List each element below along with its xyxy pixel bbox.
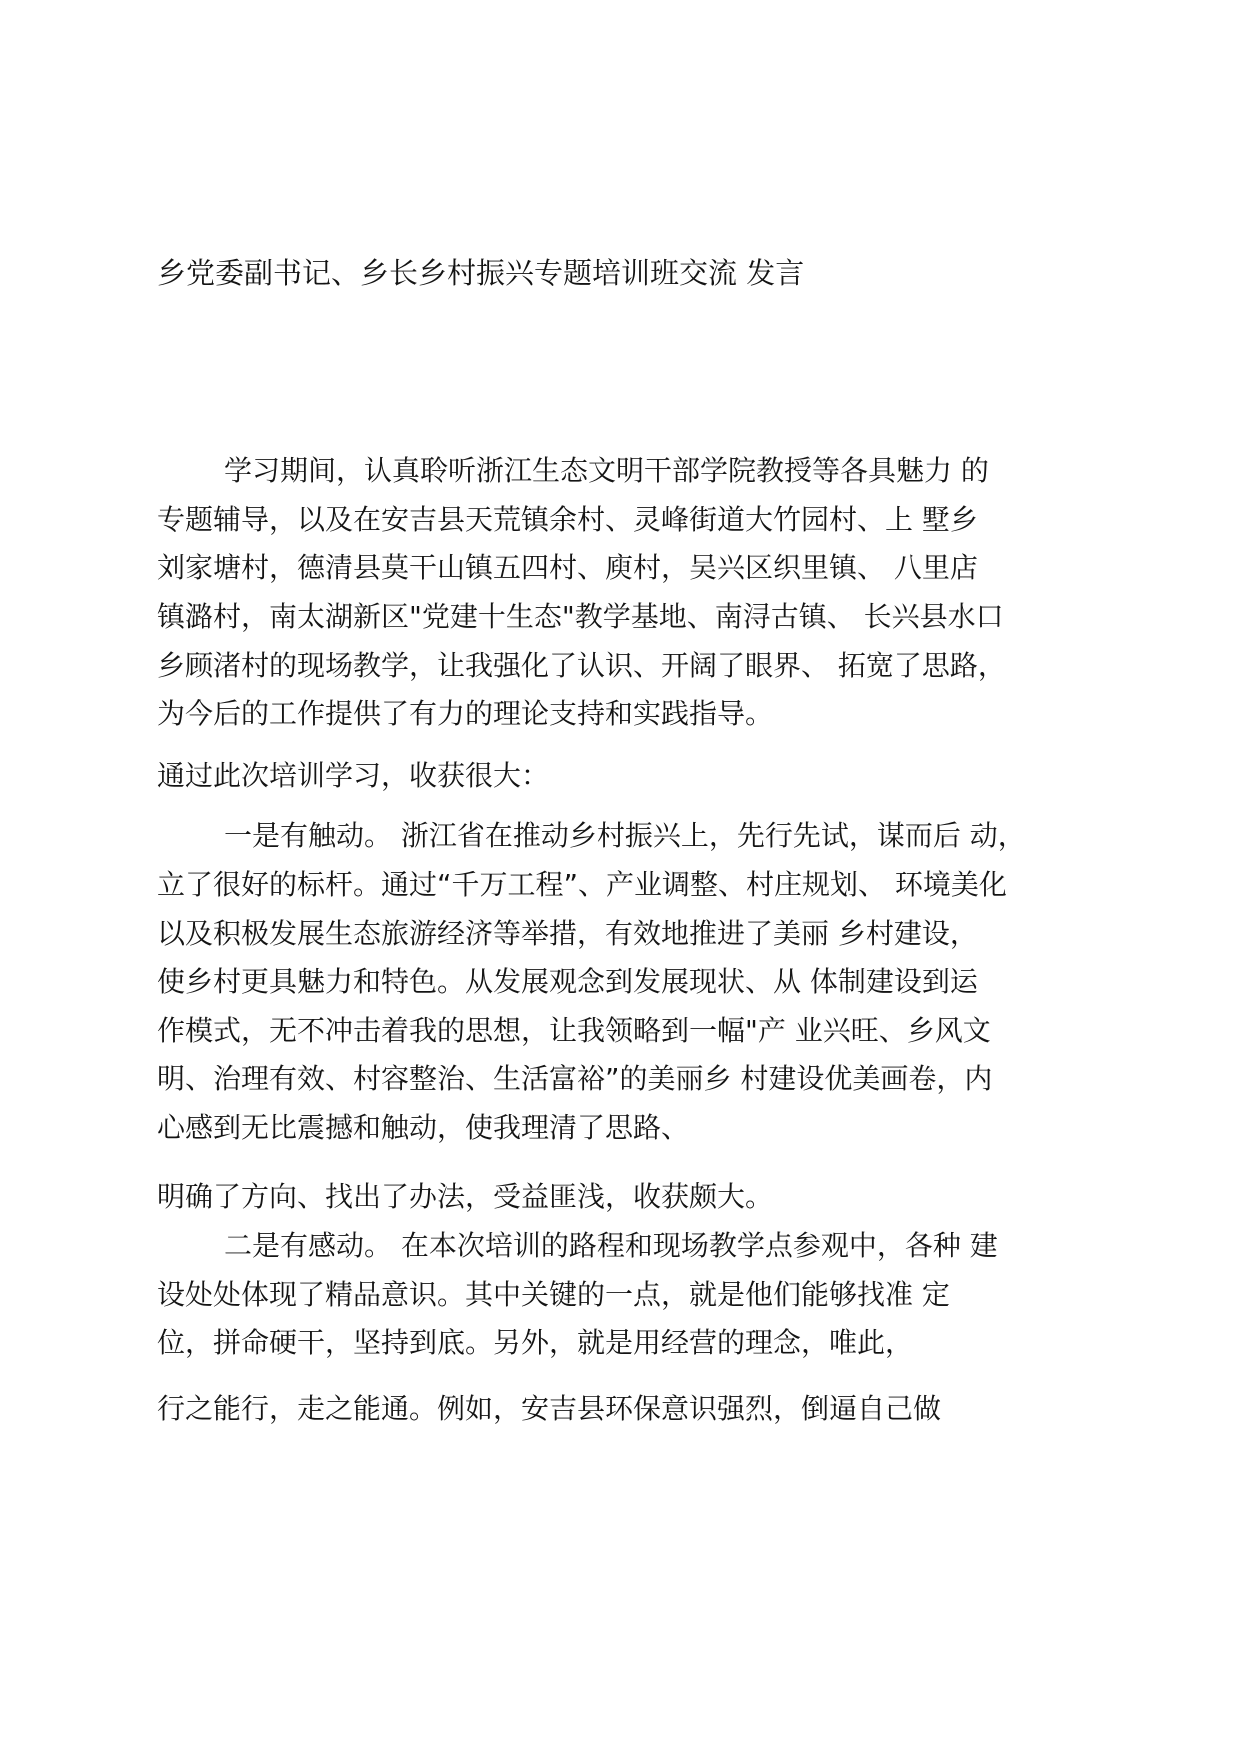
paragraph-line: 使乡村更具魅力和特色。从发展观念到发展现状、从 体制建设到运: [157, 965, 978, 998]
paragraph-line: 行之能行，走之能通。例如，安吉县环保意识强烈，倒逼自己做: [157, 1392, 942, 1425]
paragraph-line: 通过此次培训学习，收获很大：: [157, 759, 550, 792]
paragraph-line: 以及积极发展生态旅游经济等举措，有效地推进了美丽 乡村建设，: [157, 917, 978, 950]
paragraph-line: 乡顾渚村的现场教学，让我强化了认识、开阔了眼界、 拓宽了思路，: [157, 649, 1006, 682]
paragraph-line: 明、治理有效、村容整治、生活富裕”的美丽乡 村建设优美画卷，内: [157, 1062, 993, 1095]
paragraph-line: 为今后的工作提供了有力的理论支持和实践指导。: [157, 697, 774, 730]
paragraph-line: 位，拼命硬干，坚持到底。另外，就是用经营的理念，唯此，: [157, 1326, 914, 1359]
paragraph-line: 镇潞村，南太湖新区"党建十生态"教学基地、南浔古镇、 长兴县水口: [157, 600, 1004, 633]
paragraph-line: 明确了方向、找出了办法，受益匪浅，收获颇大。: [157, 1180, 774, 1213]
paragraph-line: 一是有触动。 浙江省在推动乡村振兴上，先行先试，谋而后 动，: [224, 819, 1026, 852]
paragraph-line: 立了很好的标杆。通过“千万工程”、产业调整、村庄规划、 环境美化: [157, 868, 1007, 901]
paragraph-line: 刘家塘村，德清县莫干山镇五四村、庾村，吴兴区织里镇、 八里店: [157, 551, 978, 584]
document-title: 乡党委副书记、乡长乡村振兴专题培训班交流 发言: [157, 256, 805, 290]
paragraph-line: 设处处体现了精品意识。其中关键的一点，就是他们能够找准 定: [157, 1278, 950, 1311]
paragraph-line: 二是有感动。 在本次培训的路程和现场教学点参观中，各种 建: [224, 1229, 998, 1262]
paragraph-line: 作模式，无不冲击着我的思想，让我领略到一幅"产 业兴旺、乡风文: [157, 1014, 991, 1047]
paragraph-line: 专题辅导，以及在安吉县天荒镇余村、灵峰街道大竹园村、上 墅乡: [157, 503, 978, 536]
paragraph-line: 心感到无比震撼和触动，使我理清了思路、: [157, 1111, 690, 1144]
paragraph-line: 学习期间，认真聆听浙江生态文明干部学院教授等各具魅力 的: [224, 454, 989, 487]
